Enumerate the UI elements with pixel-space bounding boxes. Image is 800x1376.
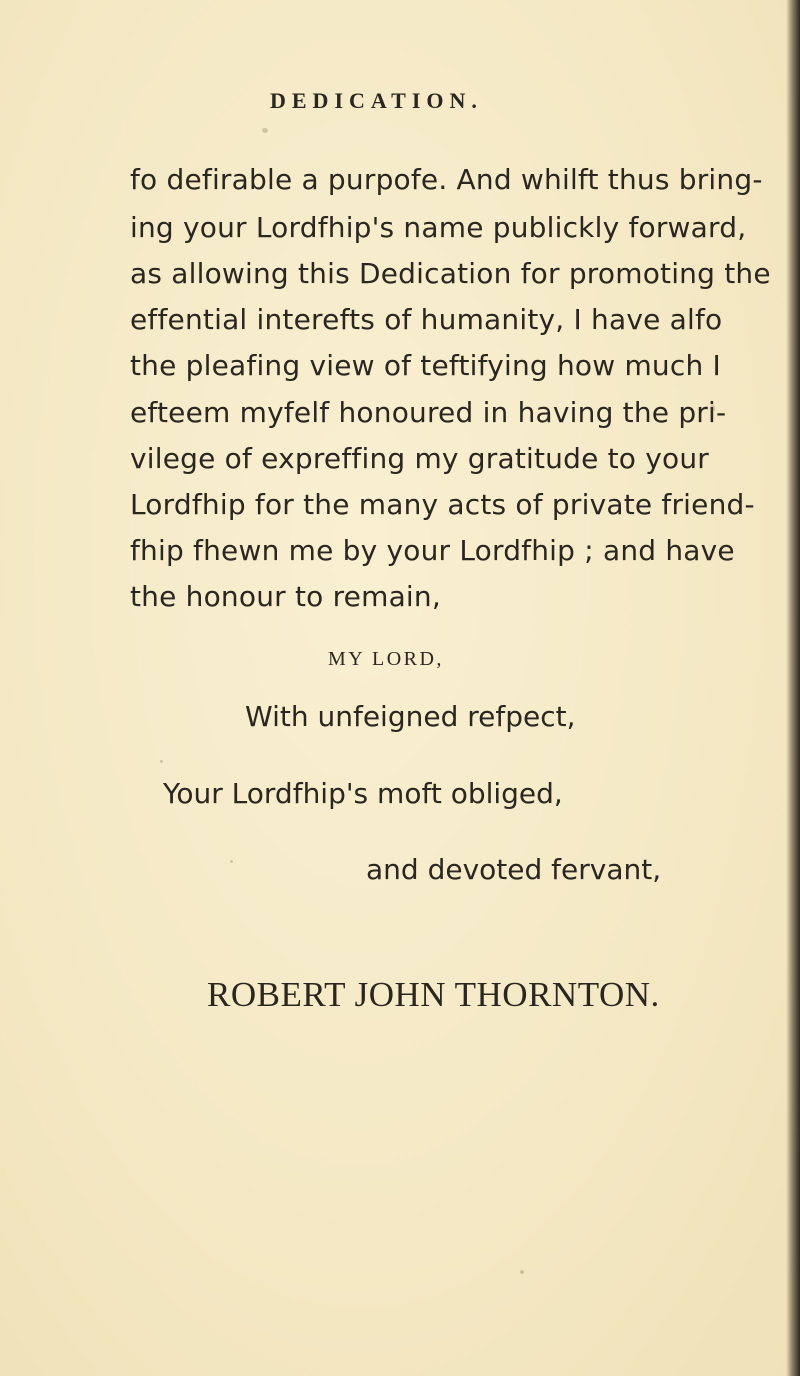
body-line: efteem myfelf honoured in having the pri- [130, 396, 727, 429]
paper-speck [160, 760, 163, 763]
running-head: DEDICATION. [270, 88, 483, 113]
closing-line: and devoted fervant, [366, 853, 662, 886]
paper-speck [230, 860, 233, 863]
body-line: Lordfhip for the many acts of private friend- [130, 488, 755, 521]
paper-speck [262, 128, 268, 133]
body-line: ing your Lordfhip's name publickly forward, [130, 211, 747, 244]
body-line: the honour to remain, [130, 580, 441, 613]
salutation: MY LORD, [328, 648, 444, 670]
closing-line: With unfeigned refpect, [245, 700, 576, 733]
closing-line: Your Lordfhip's moft obliged, [163, 777, 563, 810]
body-line: vilege of expreffing my gratitude to your [130, 442, 710, 475]
paper-speck [520, 1270, 524, 1274]
body-line: fhip fhewn me by your Lordfhip ; and have [130, 534, 735, 567]
page-gutter-edge [786, 0, 800, 1376]
body-line: the pleafing view of teftifying how much I [130, 349, 721, 382]
paper-speck [710, 405, 715, 412]
signature: ROBERT JOHN THORNTON. [207, 975, 660, 1014]
body-line: as allowing this Dedication for promoting the [130, 257, 771, 290]
body-line: fo defirable a purpofe. And whilft thus bring- [130, 163, 763, 196]
body-line: effential interefts of humanity, I have alfo [130, 303, 723, 336]
